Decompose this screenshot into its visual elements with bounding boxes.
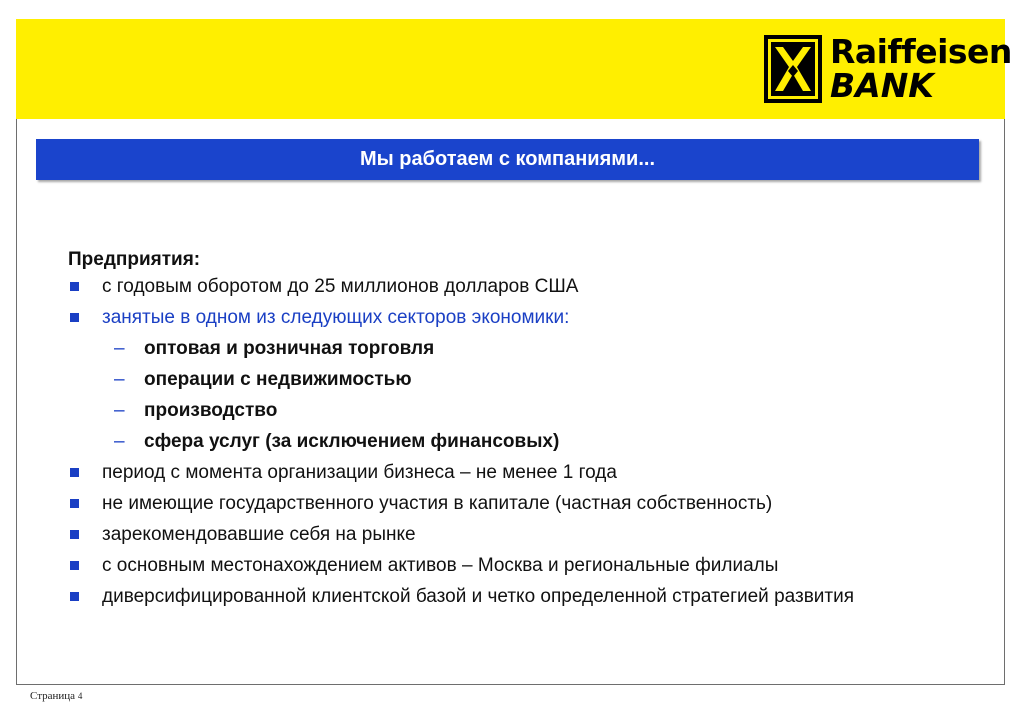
square-bullet-icon [70,313,79,322]
dash-bullet-icon: – [114,431,125,452]
list-item-text: с годовым оборотом до 25 миллионов долларов США [102,276,579,297]
square-bullet-icon [70,592,79,601]
section-heading: Предприятия: [68,249,201,270]
title-bar [36,139,979,180]
sub-list-item [68,369,968,391]
logo-line1: Raiffeisen [830,32,1012,71]
sub-list-item-text: сфера услуг (за исключением финансовых) [144,431,560,452]
square-bullet-icon [70,530,79,539]
square-bullet-icon [70,282,79,291]
list-item [68,524,968,546]
list-item [68,555,968,577]
sub-list-item [68,400,968,422]
list-item [68,307,968,329]
list-item [68,276,968,298]
content-body [68,248,968,617]
sub-list-item-text: операции с недвижимостью [144,369,412,390]
logo-wordmark [830,32,1012,105]
sub-list-item [68,338,968,360]
page-number: 4 [77,691,83,701]
page-footer [30,690,82,702]
list-item-text: диверсифицированной клиентской базой и четко определенной стратегией развития [102,586,855,607]
list-item-text: не имеющие государственного участия в капитале (частная собственность) [102,493,773,514]
dash-bullet-icon: – [114,400,125,421]
raiffeisen-logo [764,32,1012,105]
page-title: Мы работаем с компаниями... [359,148,656,170]
sub-list-item-text: производство [144,400,278,421]
square-bullet-icon [70,468,79,477]
dash-bullet-icon: – [114,338,125,359]
list-item-text: с основным местонахождением активов – Москва и региональные филиалы [102,555,779,576]
list-item-text: зарекомендовавшие себя на рынке [102,524,416,545]
square-bullet-icon [70,561,79,570]
list-item-text: занятые в одном из следующих секторов экономики: [102,307,570,328]
raiffeisen-gable-cross-icon [764,35,822,103]
list-item [68,586,968,608]
logo-line2: BANK [830,66,934,105]
page-label: Страница [30,690,76,702]
sub-list-item-text: оптовая и розничная торговля [144,338,435,359]
list-item [68,493,968,515]
list-item [68,462,968,484]
dash-bullet-icon: – [114,369,125,390]
list-item-text: период с момента организации бизнеса – не менее 1 года [102,462,617,483]
sub-list-item [68,431,968,453]
square-bullet-icon [70,499,79,508]
